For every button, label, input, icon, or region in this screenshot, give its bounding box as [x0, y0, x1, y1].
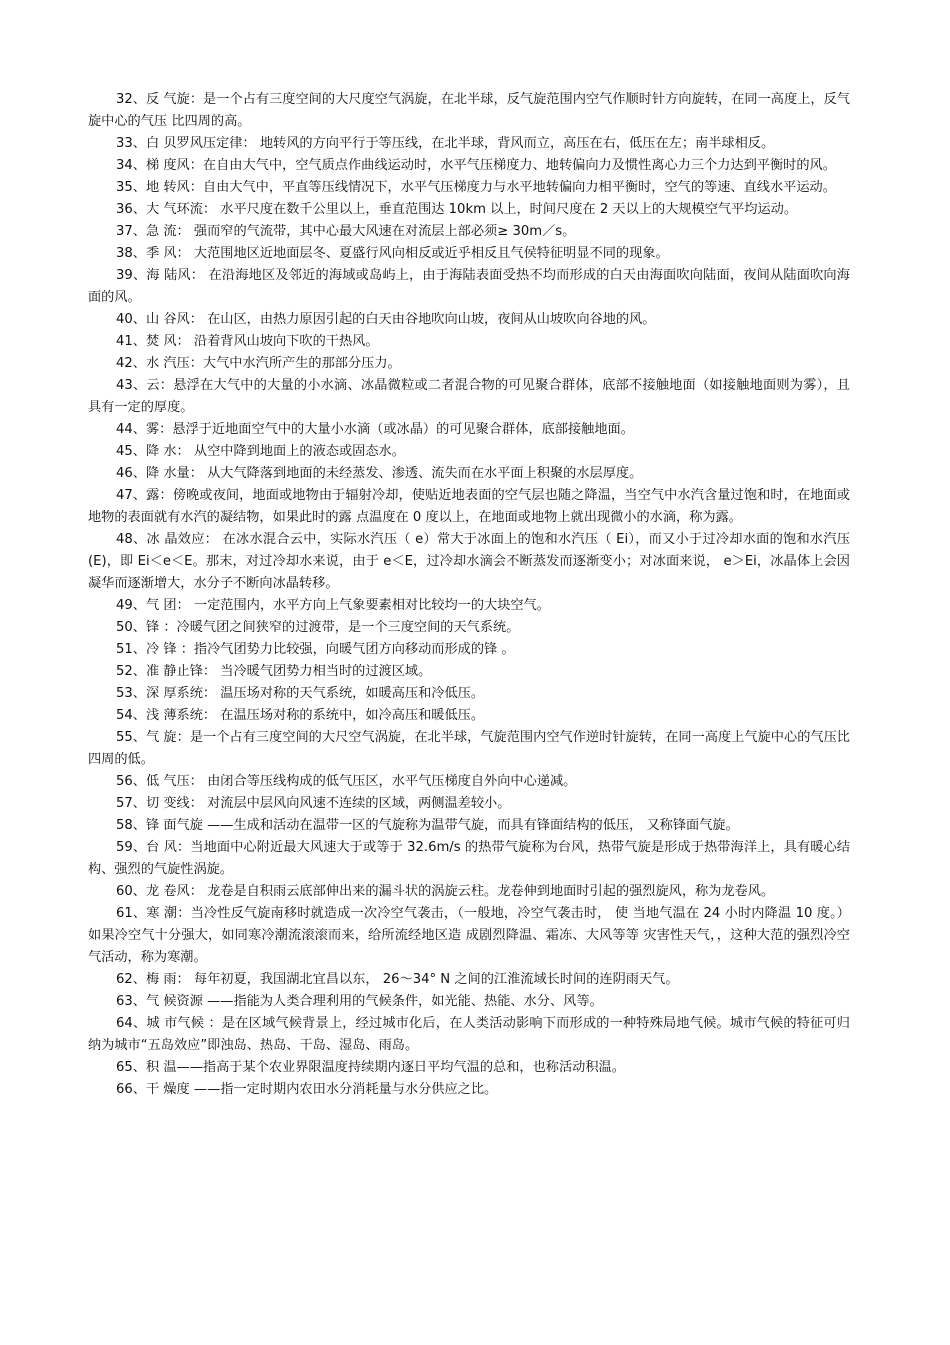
term-entry-53: 53、深 厚系统： 温压场对称的天气系统，如暖高压和冷低压。 [116, 686, 485, 701]
term-entry-38: 38、季 风： 大范围地区近地面层冬、夏盛行风向相反或近乎相反且气侯特征明显不同的现象。 [116, 246, 669, 261]
term-entry-34: 34、梯 度风：在自由大气中，空气质点作曲线运动时，水平气压梯度力、地转偏向力及惯性离心力三个力达到平衡时的风。 [116, 158, 836, 173]
term-entry-48: 48、冰 晶效应： 在冰水混合云中，实际水汽压（ e）常大于冰面上的饱和水汽压（ Ei），而又小于过冷却水面的饱和水汽压 (E)，即 Ei＜e＜E。那末，对过冷却水来说，由于 e＜E，过冷却水滴会不断蒸发而逐渐变小；对冰面来说， e＞Ei，冰晶体上会因凝华而逐渐增大，水分子不断向冰晶转移。 [88, 532, 855, 591]
term-entry-54: 54、浅 薄系统： 在温压场对称的系统中，如冷高压和暖低压。 [116, 708, 485, 723]
document-page [88, 89, 855, 1101]
term-entry-66: 66、干 燥度 ——指一定时期内农田水分消耗量与水分供应之比。 [116, 1082, 498, 1097]
term-entry-52: 52、准 静止锋： 当冷暖气团势力相当时的过渡区域。 [116, 664, 432, 679]
term-entry-61: 61、寒 潮：当冷性反气旋南移时就造成一次冷空气袭击，（一般地，冷空气袭击时， 使 当地气温在 24 小时内降温 10 度。）如果冷空气十分强大，如同寒冷潮流滚滚而来，给所流经地区造 成剧烈降温、霜冻、大风等等 灾害性天气，，这种大范的强烈冷空气活动，称为寒潮。 [88, 906, 850, 965]
term-entry-40: 40、山 谷风： 在山区，由热力原因引起的白天由谷地吹向山坡，夜间从山坡吹向谷地的风。 [116, 312, 656, 327]
term-entry-64: 64、城 市气候 ：是在区域气候背景上，经过城市化后，在人类活动影响下而形成的一种特殊局地气候。城市气候的特征可归纳为城市“五岛效应”即浊岛、热岛、干岛、湿岛、雨岛。 [88, 1016, 850, 1053]
term-entry-47: 47、露：傍晚或夜间，地面或地物由于辐射冷却，使贴近地表面的空气层也随之降温，当空气中水汽含量过饱和时，在地面或地物的表面就有水汽的凝结物，如果此时的露 点温度在 0 度以上，在地面或地物上就出现微小的水滴，称为露。 [88, 488, 850, 525]
term-entry-46: 46、降 水量： 从大气降落到地面的未经蒸发、渗透、流失而在水平面上积聚的水层厚度。 [116, 466, 643, 481]
term-entry-65: 65、积 温——指高于某个农业界限温度持续期内逐日平均气温的总和，也称活动积温。 [116, 1060, 625, 1075]
term-entry-62: 62、梅 雨： 每年初夏，我国湖北宜昌以东， 26～34° N 之间的江淮流域长时间的连阴雨天气。 [116, 972, 679, 987]
term-entry-41: 41、焚 风： 沿着背风山坡向下吹的干热风。 [116, 334, 379, 349]
term-entry-49: 49、气 团： 一定范围内，水平方向上气象要素相对比较均一的大块空气。 [116, 598, 550, 613]
term-entry-36: 36、大 气环流： 水平尺度在数千公里以上，垂直范围达 10km 以上，时间尺度在 2 天以上的大规模空气平均运动。 [116, 202, 798, 217]
term-entry-33: 33、白 贝罗风压定律： 地转风的方向平行于等压线，在北半球，背风而立，高压在右，低压在左；南半球相反。 [116, 136, 775, 151]
term-entry-60: 60、龙 卷风： 龙卷是自积雨云底部伸出来的漏斗状的涡旋云柱。龙卷伸到地面时引起的强烈旋风，称为龙卷风。 [116, 884, 775, 899]
term-entry-58: 58、锋 面气旋 ——生成和活动在温带一区的气旋称为温带气旋，而具有锋面结构的低压， 又称锋面气旋。 [116, 818, 739, 833]
term-entry-63: 63、气 候资源 ——指能为人类合理利用的气候条件，如光能、热能、水分、风等。 [116, 994, 603, 1009]
term-entry-35: 35、地 转风：自由大气中，平直等压线情况下，水平气压梯度力与水平地转偏向力相平衡时，空气的等速、直线水平运动。 [116, 180, 836, 195]
term-entry-57: 57、切 变线： 对流层中层风向风速不连续的区域，两侧温差较小。 [116, 796, 511, 811]
term-entry-59: 59、台 风：当地面中心附近最大风速大于或等于 32.6m/s 的热带气旋称为台风，热带气旋是形成于热带海洋上，具有暖心结构、强烈的气旋性涡旋。 [88, 840, 850, 877]
term-entry-44: 44、雾：悬浮于近地面空气中的大量小水滴（或冰晶）的可见聚合群体，底部接触地面。 [116, 422, 634, 437]
term-entry-55: 55、气 旋：是一个占有三度空间的大尺空气涡旋，在北半球，气旋范围内空气作逆时针旋转，在同一高度上气旋中心的气压比四周的低。 [88, 730, 850, 767]
term-entry-32: 32、反 气旋：是一个占有三度空间的大尺度空气涡旋，在北半球，反气旋范围内空气作顺时针方向旋转，在同一高度上，反气旋中心的气压 比四周的高。 [88, 92, 850, 129]
term-entry-39: 39、海 陆风： 在沿海地区及邻近的海域或岛屿上，由于海陆表面受热不均而形成的白天由海面吹向陆面，夜间从陆面吹向海面的风。 [88, 268, 850, 305]
term-entry-51: 51、冷 锋 ：指冷气团势力比较强，向暖气团方向移动而形成的锋 。 [116, 642, 515, 657]
term-entry-56: 56、低 气压： 由闭合等压线构成的低气压区，水平气压梯度自外向中心递减。 [116, 774, 577, 789]
term-entry-42: 42、水 汽压：大气中水汽所产生的那部分压力。 [116, 356, 401, 371]
term-entry-37: 37、急 流： 强而窄的气流带，其中心最大风速在对流层上部必须≥ 30m／s。 [116, 224, 576, 239]
term-entry-45: 45、降 水： 从空中降到地面上的液态或固态水。 [116, 444, 405, 459]
term-entry-43: 43、云：悬浮在大气中的大量的小水滴、冰晶微粒或二者混合物的可见聚合群体，底部不接触地面（如接触地面则为雾），且具有一定的厚度。 [88, 378, 850, 415]
term-entry-50: 50、锋 ：冷暖气团之间狭窄的过渡带，是一个三度空间的天气系统。 [116, 620, 520, 635]
